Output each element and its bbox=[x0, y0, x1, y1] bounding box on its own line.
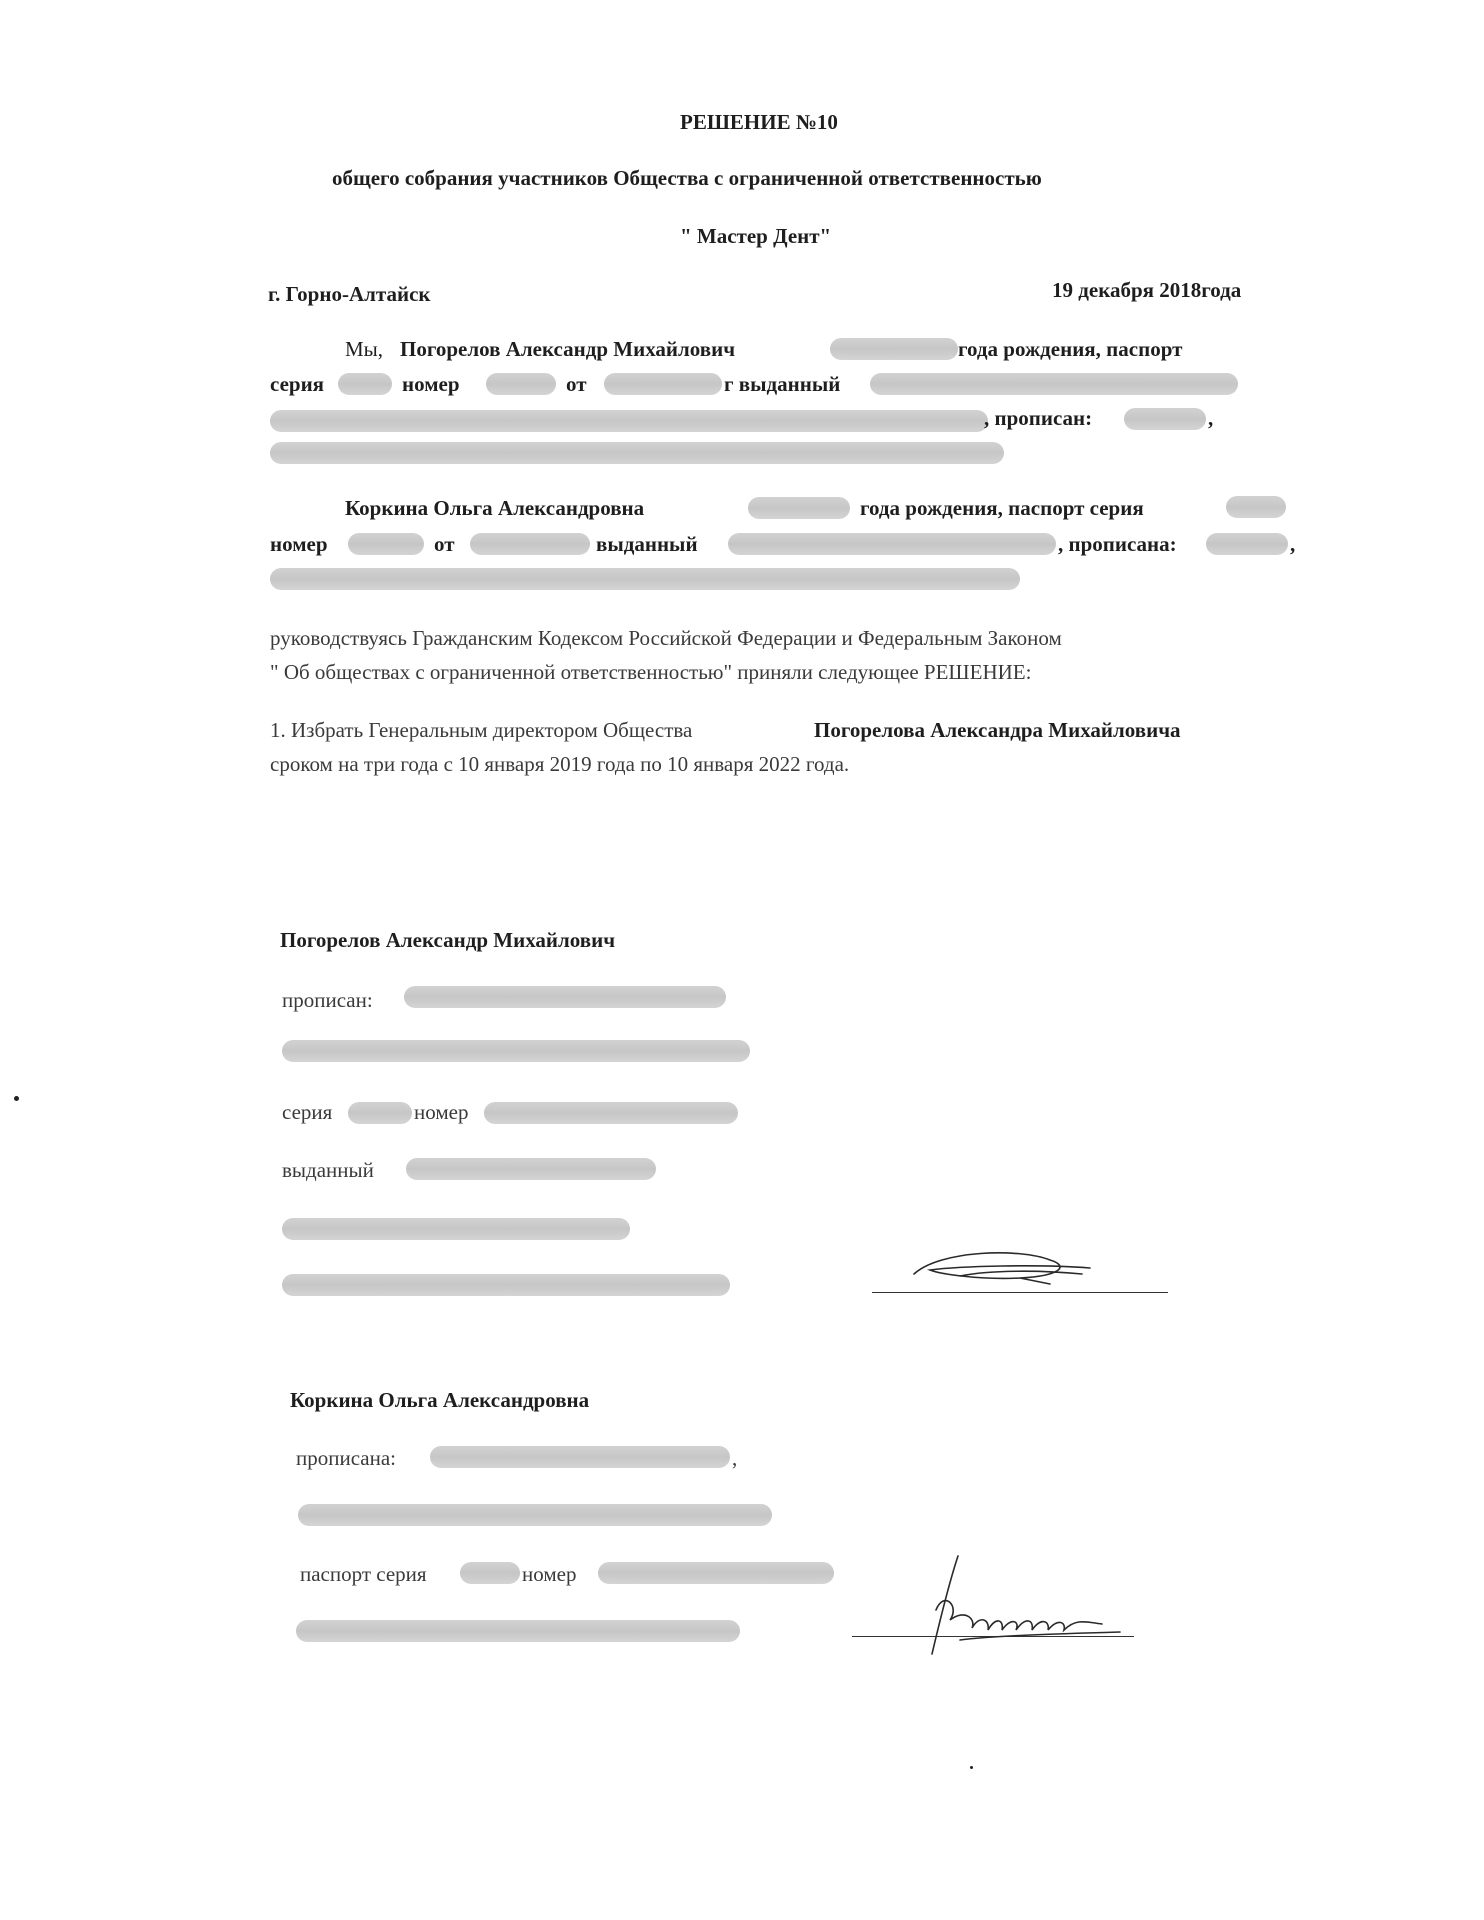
redacted-sign2-number bbox=[598, 1562, 834, 1584]
sign1-issued-label: выданный bbox=[282, 1158, 374, 1182]
document-subtitle: общего собрания участников Общества с ограниченной ответственностью bbox=[332, 166, 1042, 190]
redacted-address-2-cont bbox=[270, 568, 1020, 590]
redacted-sign1-issuer bbox=[406, 1158, 656, 1180]
decision-item-1-prefix: 1. Избрать Генеральным директором Общества bbox=[270, 718, 693, 742]
redacted-address-cont bbox=[270, 442, 1004, 464]
city: г. Горно-Алтайск bbox=[268, 282, 431, 306]
redacted-issue-date bbox=[604, 373, 722, 395]
scan-speck bbox=[14, 1096, 19, 1101]
sign2-name: Коркина Ольга Александровна bbox=[290, 1388, 590, 1412]
participant2-registered-label: , прописана: bbox=[1058, 532, 1177, 556]
redacted-sign1-extra bbox=[282, 1274, 730, 1296]
participant2-issued-label: выданный bbox=[596, 532, 698, 556]
redacted-sign2-address bbox=[430, 1446, 730, 1468]
signature-2-icon bbox=[880, 1550, 1130, 1660]
redacted-sign1-address-cont bbox=[282, 1040, 750, 1062]
basis-line-1: руководствуясь Гражданским Кодексом Российской Федерации и Федеральным Законом bbox=[270, 626, 1062, 650]
redacted-issue-date-2 bbox=[470, 533, 590, 555]
participant1-registered-label: , прописан: bbox=[984, 406, 1093, 430]
redacted-sign2-series bbox=[460, 1562, 520, 1584]
document-title: РЕШЕНИЕ №10 bbox=[680, 110, 838, 134]
participant1-comma: , bbox=[1208, 406, 1214, 430]
participant1-number-label: номер bbox=[402, 372, 460, 396]
redacted-address bbox=[1124, 408, 1206, 430]
redacted-birthdate-2 bbox=[748, 497, 850, 519]
redacted-address-2 bbox=[1206, 533, 1288, 555]
scan-speck bbox=[970, 1766, 973, 1769]
participant2-from-label: от bbox=[434, 532, 455, 556]
redacted-sign2-address-cont bbox=[298, 1504, 772, 1526]
redacted-sign1-address bbox=[404, 986, 726, 1008]
sign1-number-label: номер bbox=[414, 1100, 469, 1124]
participant1-issued-label: г выданный bbox=[724, 372, 841, 396]
signature-1-icon bbox=[900, 1240, 1100, 1300]
participant2-name: Коркина Ольга Александровна bbox=[345, 496, 645, 520]
redacted-number-2 bbox=[348, 533, 424, 555]
redacted-sign1-issuer-cont bbox=[282, 1218, 630, 1240]
redacted-issuer-cont bbox=[270, 410, 988, 432]
sign2-passport-label: паспорт серия bbox=[300, 1562, 427, 1586]
participant1-intro: Мы, bbox=[345, 337, 384, 361]
redacted-issuer-2 bbox=[728, 533, 1056, 555]
date: 19 декабря 2018года bbox=[1052, 278, 1242, 302]
sign1-registered-label: прописан: bbox=[282, 988, 373, 1012]
basis-line-2: " Об обществах с ограниченной ответственностью" приняли следующее РЕШЕНИЕ: bbox=[270, 660, 1032, 684]
redacted-sign1-series bbox=[348, 1102, 412, 1124]
participant2-birth-passport-series: года рождения, паспорт серия bbox=[860, 496, 1144, 520]
participant2-comma: , bbox=[1290, 532, 1296, 556]
redacted-sign1-number bbox=[484, 1102, 738, 1124]
decision-item-1-name: Погорелова Александра Михайловича bbox=[814, 718, 1181, 742]
sign1-name: Погорелов Александр Михайлович bbox=[280, 928, 616, 952]
participant2-number-label: номер bbox=[270, 532, 328, 556]
sign1-series-label: серия bbox=[282, 1100, 333, 1124]
redacted-birthdate bbox=[830, 338, 958, 360]
participant1-name: Погорелов Александр Михайлович bbox=[400, 337, 736, 361]
sign2-number-label: номер bbox=[522, 1562, 577, 1586]
sign2-comma: , bbox=[732, 1446, 738, 1470]
sign2-registered-label: прописана: bbox=[296, 1446, 397, 1470]
redacted-issuer bbox=[870, 373, 1238, 395]
decision-item-1-term: сроком на три года с 10 января 2019 года по 10 января 2022 года. bbox=[270, 752, 850, 776]
participant1-birth-passport: года рождения, паспорт bbox=[958, 337, 1183, 361]
redacted-series-2 bbox=[1226, 496, 1286, 518]
participant1-from-label: от bbox=[566, 372, 587, 396]
redacted-series bbox=[338, 373, 392, 395]
redacted-number bbox=[486, 373, 556, 395]
participant1-series-label: серия bbox=[270, 372, 325, 396]
redacted-sign2-issuer bbox=[296, 1620, 740, 1642]
company-name: " Мастер Дент" bbox=[680, 224, 832, 248]
